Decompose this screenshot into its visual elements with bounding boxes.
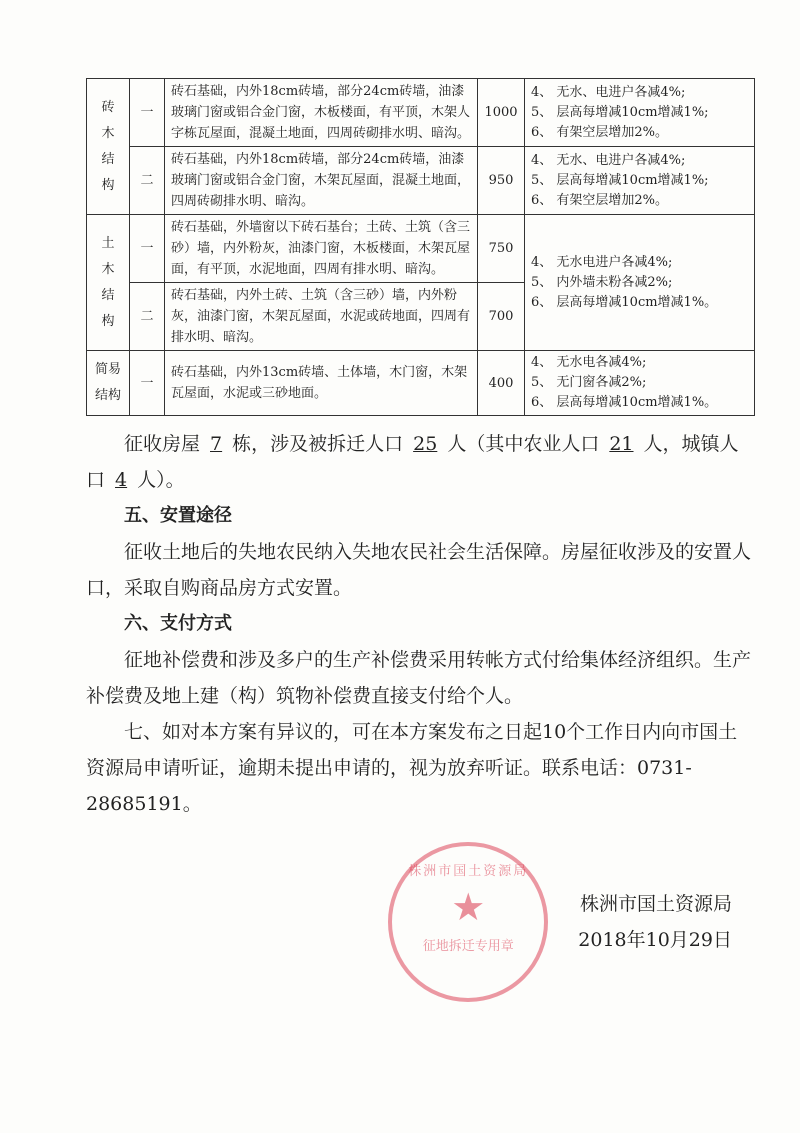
adj-item: 6、 有架空层增加2%。 [531,192,669,208]
adj-item: 6、 层高每增减10cm增减1%。 [531,395,718,410]
adj-item: 6、 层高每增减10cm增减1%。 [531,294,718,310]
table-row [87,79,755,147]
category-cell: 砖木结构 [87,79,130,215]
price-cell: 400 [478,351,525,416]
section-text: 征地补偿费和涉及多户的生产补偿费采用转帐方式付给集体经济组织。生产补偿费及地上建（构）筑物补偿费直接支付给个人。 [86,649,752,707]
table-row [87,215,755,283]
adj-item: 6、 有架空层增加2%。 [531,124,669,140]
text: 栋，涉及被拆迁人口 [232,433,404,455]
adj-item: 4、 无水电进户各减4%; [531,254,673,270]
section-heading: 五、安置途径 [124,505,232,526]
adjust-cell [525,147,755,215]
price-cell: 1000 [478,79,525,147]
people-count: 25 [413,433,438,455]
desc-cell: 砖石基础，内外13cm砖墙、土体墙，木门窗，木架瓦屋面，水泥或三砂地面。 [165,351,478,416]
table-row [87,351,755,416]
population-paragraph [86,426,756,498]
urban-count: 4 [115,469,128,491]
adjust-cell [525,79,755,147]
price-cell: 700 [478,283,525,351]
seal-text-top: 株洲市国土资源局 [408,864,529,879]
table-row [87,147,755,215]
signature-date: 2018年10月29日 [578,929,732,951]
desc-cell: 砖石基础，内外土砖、土筑（含三砂）墙，内外粉灰，油漆门窗，木架瓦屋面，水泥或砖地面，四周有排水明、暗沟。 [165,283,478,351]
text: 人）。 [137,469,185,491]
category-cell: 简易结构 [87,351,130,416]
price-cell: 750 [478,215,525,283]
grade-cell: 一 [130,79,165,147]
document-body [86,78,756,1002]
adjust-cell [525,351,755,416]
official-seal [388,842,548,1002]
adj-item: 5、 内外墙未粉各减2%; [531,274,673,290]
agri-count: 21 [609,433,634,455]
grade-cell: 二 [130,147,165,215]
section-text: 七、如对本方案有异议的，可在本方案发布之日起10个工作日内向市国土资源局申请听证，逾期未提出申请的，视为放弃听证。联系电话：0731-28685191。 [86,721,738,815]
houses-count: 7 [210,433,223,455]
signature-area [86,842,756,1002]
adj-item: 5、 层高每增减10cm增减1%; [531,172,709,188]
grade-cell: 一 [130,215,165,283]
desc-cell: 砖石基础，内外18cm砖墙，部分24cm砖墙，油漆玻璃门窗或铝合金门窗，木架瓦屋面，混凝土地面，四周砖砌排水明、暗沟。 [165,147,478,215]
desc-cell: 砖石基础，内外18cm砖墙，部分24cm砖墙，油漆玻璃门窗或铝合金门窗，木板楼面，有平顶，木架人字栋瓦屋面，混凝土地面，四周砖砌排水明、暗沟。 [165,79,478,147]
grade-cell: 一 [130,351,165,416]
section-text: 征收土地后的失地农民纳入失地农民社会生活保障。房屋征收涉及的安置人口，采取自购商品房方式安置。 [86,541,752,599]
text: 人（其中农业人口 [447,433,600,455]
text: 征收房屋 [124,433,201,455]
seal-text-bottom: 征地拆迁专用章 [422,939,514,954]
adj-item: 5、 层高每增减10cm增减1%; [531,104,709,120]
signature-block [578,886,756,958]
text: 人，城镇人口 [86,433,739,491]
section-heading: 六、支付方式 [124,613,232,634]
grade-cell: 二 [130,283,165,351]
adj-item: 4、 无水、电进户各减4%; [531,152,686,168]
adj-item: 4、 无水、电进户各减4%; [531,84,686,100]
desc-cell: 砖石基础，外墙窗以下砖石基台；土砖、土筑（含三砂）墙，内外粉灰，油漆门窗，木板楼面，木架瓦屋面，有平顶，水泥地面，四周有排水明、暗沟。 [165,215,478,283]
seal-star-icon: ★ [451,885,486,929]
adj-item: 5、 无门窗各减2%; [531,375,647,390]
category-cell: 土木结构 [87,215,130,351]
adj-item: 4、 无水电各减4%; [531,355,647,370]
signature-org: 株洲市国土资源局 [579,893,732,915]
compensation-table [86,78,755,416]
price-cell: 950 [478,147,525,215]
adjust-cell [525,215,755,351]
